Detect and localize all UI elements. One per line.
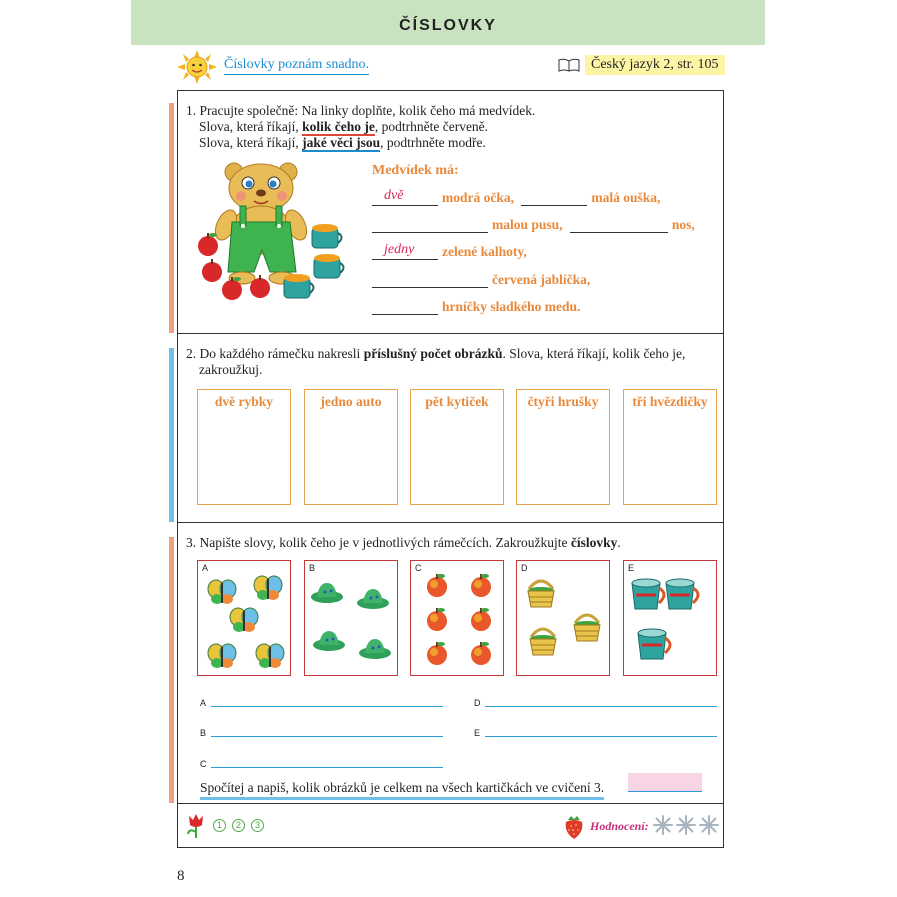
phrase-zelene-kalhoty: zelené kalhoty, [442,244,527,259]
answer-blank[interactable] [372,219,488,233]
basket-icon [517,561,611,677]
task1-line2 [186,119,535,135]
picture-frame-e [623,560,717,676]
task1-line2-key: kolik čeho je [302,119,375,134]
answer-label-d: D [474,698,481,708]
task2-line1-pre: 2. Do každého rámečku nakresli [186,346,364,361]
rating-star-icon[interactable] [652,814,674,836]
phrase-hrnicky: hrníčky sladkého medu. [442,299,581,314]
task1-line3-pre: Slova, která říkají, [199,135,303,150]
frame-letter: D [521,563,528,573]
answer-blank[interactable] [372,301,438,315]
answer-label-e: E [474,728,481,738]
task1-line2-pre: Slova, která říkají, [199,119,303,134]
fill-line-3 [372,244,527,260]
drawing-frame[interactable] [197,389,291,505]
page-number: 8 [177,868,185,884]
answer-line-b[interactable] [211,736,443,737]
book-icon [558,58,580,72]
answer-blank[interactable] [372,188,438,206]
frame-label: pět kytiček [425,394,489,409]
teddy-bear-illustration [192,160,352,310]
frame-letter: E [628,563,635,573]
answer-line-e[interactable] [485,736,717,737]
answer-line-d[interactable] [485,706,717,707]
frame-label: tři hvězdičky [632,394,708,409]
handwritten-answer: jedny [384,242,415,257]
task2-line1-key: příslušný počet obrázků [363,346,503,361]
phrase-modra-ocka: modrá očka, [442,190,514,205]
answer-line-c[interactable] [211,767,443,768]
task1-line3-post: , podtrhněte modře. [380,135,486,150]
frame-letter: A [202,563,209,573]
answer-line-a[interactable] [211,706,443,707]
task1-line1: 1. Pracujte společně: Na linky doplňte, kolik čeho má medvídek. [186,103,536,118]
fill-line-4 [372,272,590,288]
task3-line-post: . [617,535,621,550]
task2-line1 [186,346,685,362]
sidebar-orange [169,537,174,803]
title-bar [131,0,765,45]
strawberry-icon [562,814,586,840]
rating-label: Hodnocení: [590,819,649,833]
phrase-cervena-jablicka: červená jablíčka, [492,272,591,287]
task2-line2: zakroužkuj. [199,362,263,377]
subtitle: Číslovky poznám snadno. [224,57,369,75]
level-2-icon[interactable]: 2 [232,819,245,832]
drawing-frame[interactable] [410,389,504,505]
frame-label: dvě rybky [214,394,274,409]
task1-heading: Medvídek má: [372,163,459,178]
task1-line2-post: , podtrhněte červeně. [374,119,489,134]
picture-frame-c [410,560,504,676]
picture-frame-a [197,560,291,676]
sidebar-blue [169,348,174,522]
answer-blank[interactable] [521,192,587,206]
book-reference-label: Český jazyk 2, str. 105 [585,55,725,75]
level-3-icon[interactable]: 3 [251,819,264,832]
answer-blank[interactable] [372,242,438,260]
fill-line-5 [372,299,580,315]
frame-label: jedno auto [320,394,382,409]
frame-letter: C [415,563,422,573]
fill-line-1 [372,190,660,206]
final-question: Spočítej a napiš, kolik obrázků je celkem na všech kartičkách ve cvičení 3. [200,780,604,800]
rating-star-icon[interactable] [698,814,720,836]
answer-blank[interactable] [372,274,488,288]
total-answer-box[interactable] [628,773,702,792]
task1-line3-key: jaké věci jsou [302,135,381,150]
phrase-malou-pusu: malou pusu, [492,217,563,232]
frame-label: čtyři hrušky [527,394,599,409]
handwritten-answer: dvě [384,188,404,203]
task1-line3 [186,135,535,151]
task3-line-pre: 3. Napište slovy, kolik čeho je v jednotlivých rámečcích. Zakroužkujte [186,535,571,550]
task2-line1-post: . Slova, která říkají, kolik čeho je, [502,346,686,361]
butterfly-icon [198,561,292,677]
book-reference [558,54,725,76]
answer-label-b: B [200,728,207,738]
picture-frame-b [304,560,398,676]
frame-letter: B [309,563,316,573]
drawing-frame[interactable] [516,389,610,505]
task3-instruction [186,535,621,551]
rating-star-icon[interactable] [675,814,697,836]
picture-frame-d [516,560,610,676]
task3-line-key: číslovky [570,535,618,550]
hat-icon [305,561,399,677]
page-title: ČÍSLOVKY [399,17,497,34]
answer-label-a: A [200,698,207,708]
sun-icon [177,50,217,84]
apple-icon [411,561,505,677]
cup-icon [624,561,718,677]
answer-blank[interactable] [570,219,668,233]
phrase-nos: nos, [671,217,695,232]
task2-instruction [186,346,685,378]
tulip-icon [185,814,207,838]
section-divider [177,803,724,804]
sidebar-orange [169,103,174,333]
section-divider [177,522,724,523]
fill-line-2 [372,217,695,233]
section-divider [177,333,724,334]
level-1-icon[interactable]: 1 [213,819,226,832]
task1-instruction [186,103,535,151]
answer-label-c: C [200,759,207,769]
drawing-frame[interactable] [304,389,398,505]
phrase-mala-ouska: malá ouška, [591,190,661,205]
drawing-frame[interactable] [623,389,717,505]
